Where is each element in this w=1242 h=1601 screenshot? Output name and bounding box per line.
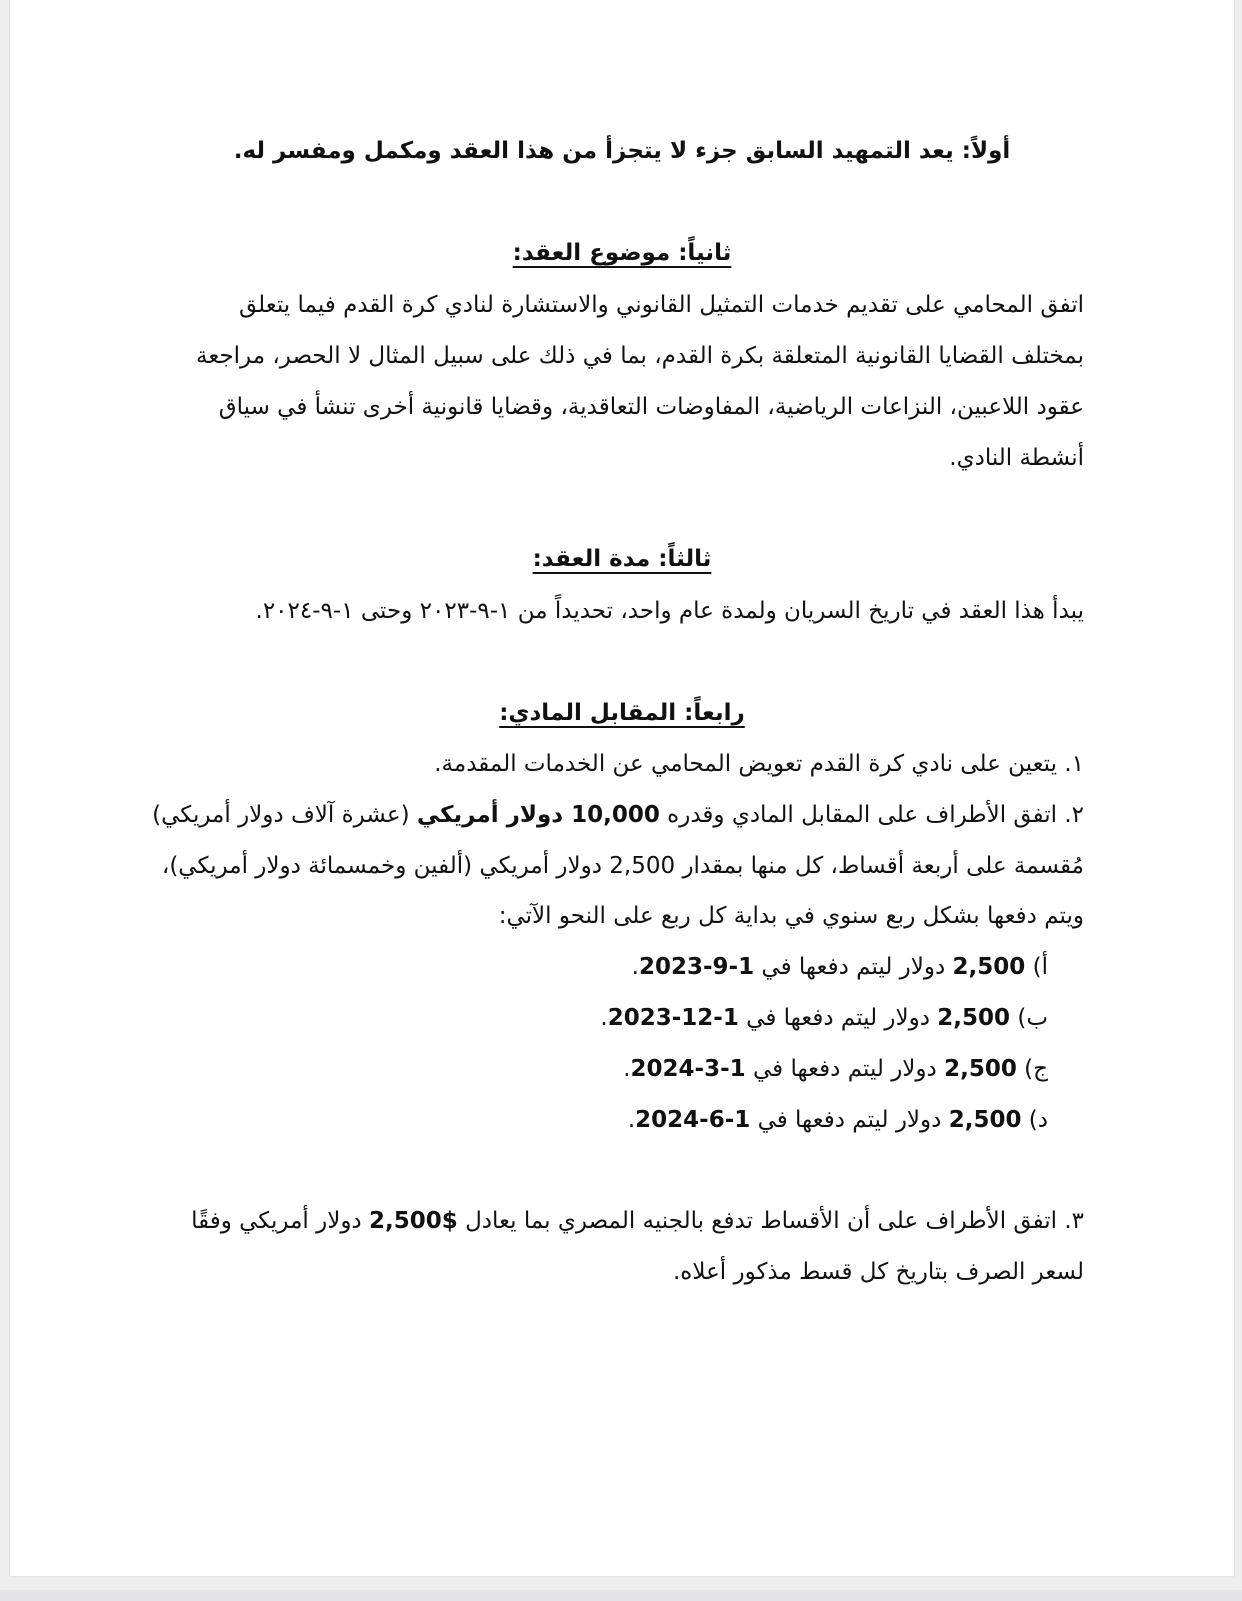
installment-text: دولار ليتم دفعها في	[752, 1056, 937, 1082]
installment-date: 1-6-2024	[635, 1107, 751, 1133]
section-4-item-3-line-1	[191, 1204, 1084, 1238]
installment-d: د) 2,500 دولار ليتم دفعها في 1-6-2024.	[627, 1107, 1048, 1133]
section-4-item-2-line-1	[152, 798, 1084, 832]
section-4-item-2-line-3: ويتم دفعها بشكل ربع سنوي في بداية كل ربع على النحو الآتي:	[498, 903, 1084, 929]
installment-amount: 2,500	[937, 1005, 1011, 1031]
installment-letter: أ)	[1032, 954, 1048, 980]
section-2-heading-text: ثانياً: موضوع العقد:	[512, 240, 732, 266]
installment-letter: د)	[1028, 1107, 1048, 1133]
installment-letter: ج)	[1024, 1056, 1048, 1082]
installment-a: أ) 2,500 دولار ليتم دفعها في 1-9-2023.	[631, 954, 1048, 980]
item-2-prefix: ٢. اتفق الأطراف على المقابل المادي وقدره	[667, 802, 1084, 828]
item-2-amount: 10,000 دولار أمريكي	[416, 802, 660, 828]
section-2-line-2: بمختلف القضايا القانونية المتعلقة بكرة القدم، بما في ذلك على سبيل المثال لا الحصر، مراجعة	[196, 343, 1084, 369]
section-2-line-4: أنشطة النادي.	[949, 445, 1084, 471]
installment-date: 1-3-2024	[630, 1056, 746, 1082]
next-page-edge	[0, 1590, 1242, 1601]
section-1-heading-text: أولاً: يعد التمهيد السابق جزء لا يتجزأ من هذا العقد ومكمل ومفسر له.	[233, 138, 1011, 164]
item-3-amount: $2,500	[369, 1208, 458, 1234]
installment-b: ب) 2,500 دولار ليتم دفعها في 1-12-2023.	[600, 1005, 1048, 1031]
section-3-heading-text: ثالثاً: مدة العقد:	[532, 546, 712, 572]
section-4-item-3-line-2: لسعر الصرف بتاريخ كل قسط مذكور أعلاه.	[672, 1259, 1084, 1285]
section-4-heading-text: رابعاً: المقابل المادي:	[499, 700, 745, 726]
installment-letter: ب)	[1017, 1005, 1048, 1031]
section-1-heading	[10, 134, 1234, 168]
installment-c: ج) 2,500 دولار ليتم دفعها في 1-3-2024.	[623, 1056, 1048, 1082]
installment-date: 1-9-2023	[638, 954, 755, 980]
item-2-suffix: (عشرة آلاف دولار أمريكي)	[152, 802, 410, 828]
section-2-line-3: عقود اللاعبين، النزاعات الرياضية، المفاوضات التعاقدية، وقضايا قانونية أخرى تنشأ في سياق	[218, 394, 1084, 420]
item-3-prefix: ٣. اتفق الأطراف على أن الأقساط تدفع بالجنيه المصري بما يعادل	[465, 1208, 1084, 1234]
section-4-item-1: ١. يتعين على نادي كرة القدم تعويض المحامي عن الخدمات المقدمة.	[434, 751, 1084, 777]
section-3-line: يبدأ هذا العقد في تاريخ السريان ولمدة عام واحد، تحديداً من ١-٩-٢٠٢٣ وحتى ١-٩-٢٠٢٤.	[255, 598, 1084, 624]
section-2-line-1: اتفق المحامي على تقديم خدمات التمثيل القانوني والاستشارة لنادي كرة القدم فيما يتعلق	[238, 292, 1084, 318]
installment-text: دولار ليتم دفعها في	[757, 1107, 942, 1133]
document-page	[10, 0, 1234, 1576]
installment-amount: 2,500	[952, 954, 1026, 980]
section-4-item-2-line-2: مُقسمة على أربعة أقساط، كل منها بمقدار 2,500 دولار أمريكي (ألفين وخمسمائة دولار أمريكي)،	[161, 853, 1084, 879]
section-4-heading	[10, 696, 1234, 730]
item-3-suffix: دولار أمريكي وفقًا	[191, 1208, 362, 1234]
installment-amount: 2,500	[948, 1107, 1022, 1133]
installment-date: 1-12-2023	[607, 1005, 739, 1031]
installment-amount: 2,500	[944, 1056, 1017, 1082]
installment-text: دولار ليتم دفعها في	[746, 1005, 930, 1031]
section-2-heading	[10, 236, 1234, 270]
section-3-heading	[10, 542, 1234, 576]
installment-text: دولار ليتم دفعها في	[761, 954, 946, 980]
